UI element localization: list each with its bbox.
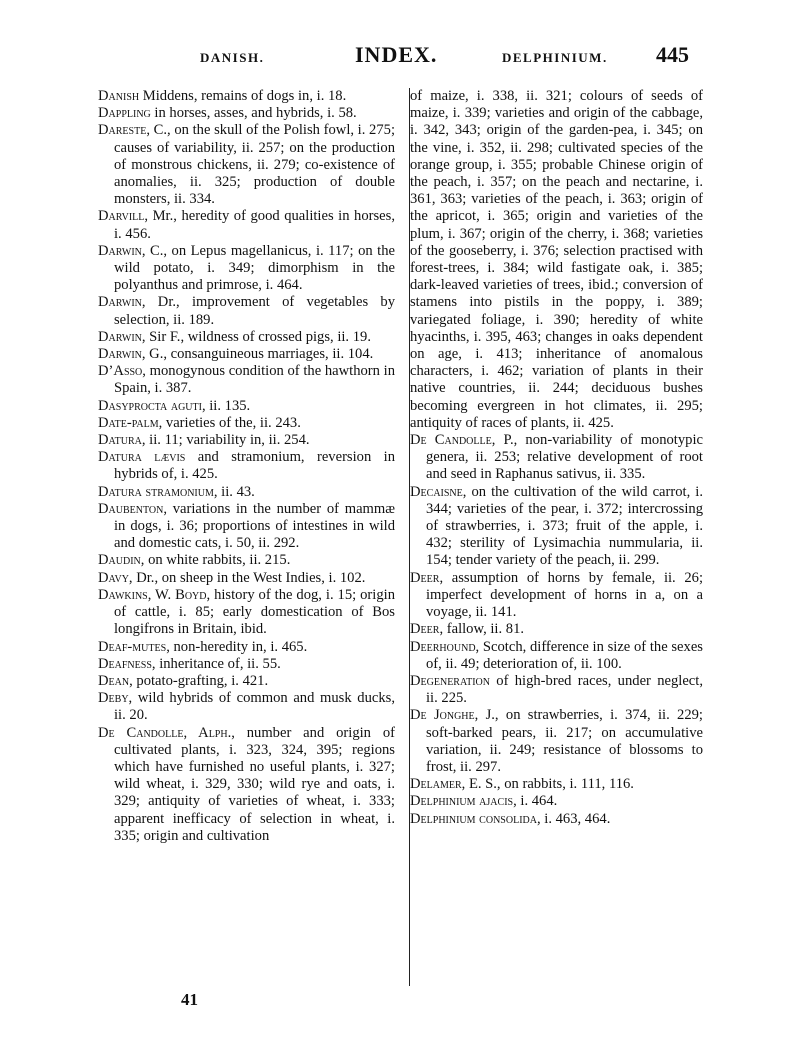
index-entry [98, 484, 395, 501]
entry-text: , non-heredity in, i. 465. [166, 638, 308, 655]
entry-text: , Mr., heredity of good qualities in horses, i. 456. [114, 208, 395, 242]
index-entry [98, 570, 395, 587]
printer-signature: 41 [181, 990, 198, 1009]
index-entry [410, 639, 703, 673]
entry-heading: Datura stramonium [98, 483, 214, 500]
index-entry [98, 673, 395, 690]
entry-heading: Dareste [98, 122, 147, 139]
index-entry [98, 552, 395, 569]
entry-heading: Darwin [98, 294, 142, 311]
entry-text: of high-bred races, under neglect, ii. 225. [426, 672, 703, 707]
index-entry [98, 243, 395, 295]
index-entry [98, 294, 395, 328]
entry-heading: Deerhound [410, 638, 476, 655]
entry-text: Middens, remains of dogs in, i. 18. [139, 88, 347, 104]
entry-text: , fallow, ii. 81. [439, 621, 525, 638]
index-entry [98, 656, 395, 673]
entry-text: , C., on the skull of the Polish fowl, i. 275; causes of variability, ii. 257; on the production of monstrous chickens, ii. 279; co-existence of anomalies, ii. 325; production of double monsters, ii. 334. [114, 122, 395, 208]
running-head-right: DELPHINIUM. [502, 50, 608, 65]
entry-text: and stramonium, reversion in hybrids of, i. 425. [114, 449, 395, 483]
index-column-right [410, 88, 703, 828]
index-entry [410, 432, 703, 484]
running-head-left: DANISH. [200, 50, 265, 65]
index-entry [410, 621, 703, 638]
index-entry [98, 432, 395, 449]
entry-heading: De Jonghe [410, 707, 475, 724]
entry-text: , inheritance of, ii. 55. [151, 655, 281, 672]
entry-heading: De Candolle [410, 432, 492, 449]
entry-text: , number and origin of cultivated plants, i. 323, 324, 395; regions which have furnished no useful plants, i. 327; wild wheat, i. 329, 330; wild rye and oats, i. 329; antiquity of varieties of wheat, i. 333; apparent inefficacy of selection in wheat, i. 335; origin and cultivation [114, 724, 395, 844]
index-entry [98, 501, 395, 553]
entry-heading: Darvill [98, 208, 145, 225]
index-entry [98, 639, 395, 656]
entry-heading: Delphinium ajacis [410, 793, 514, 810]
entry-heading: Decaisne [410, 483, 463, 500]
index-entry [98, 587, 395, 639]
entry-text: , potato-grafting, i. 421. [129, 672, 269, 689]
index-entry [98, 105, 395, 122]
index-entry [410, 793, 703, 810]
entry-text: , varieties of the, ii. 243. [158, 414, 301, 431]
index-column-left [98, 88, 395, 845]
entry-text: , E. S., on rabbits, i. 111, 116. [461, 776, 634, 793]
index-entry [98, 690, 395, 724]
index-entry [98, 122, 395, 208]
continued-entry: of maize, i. 338, ii. 321; colours of seeds of maize, i. 339; varieties and origin of the cabbage, i. 342, 343; origin of the garden-pea, i. 345; on the vine, i. 352, ii. 298; cultivated species of the orange group, i. 355; probable Chinese origin of the peach, i. 357; on the peach and nectarine, i. 361, 363; varieties of the peach, i. 363; origin of the apricot, i. 365; origin and varieties of the plum, i. 367; origin of the cherry, i. 368; varieties of the gooseberry, i. 376; selection practised with forest-trees, i. 384; wild fastigate oak, i. 385; dark-leaved varieties of trees, ibid.; conversion of stamens into pistils in the poppy, i. 389; variegated foliage, i. 390; heredity of white hyacinths, i. 395, 463; changes in oaks dependent on age, i. 413; inheritance of anomalous characters, i. 462; variation of plants in their native countries, ii. 244; deciduous bushes becoming evergreen in hot climates, ii. 295; antiquity of races of plants, ii. 425. [410, 88, 703, 431]
entry-heading: Daubenton [98, 500, 164, 517]
entry-heading: Datura [98, 432, 142, 449]
index-entry [98, 363, 395, 397]
entry-heading: Daudin [98, 552, 141, 569]
entry-text: , ii. 43. [213, 483, 255, 500]
entry-text: , P., non-variability of monotypic genera, ii. 253; relative development of root and seed in Raphanus sativus, ii. 335. [426, 432, 703, 483]
entry-heading: Deaf-mutes [98, 638, 167, 655]
entry-heading: Datura lævis [98, 449, 186, 466]
entry-text: , J., on strawberries, i. 374, ii. 229; soft-barked pears, ii. 217; on accumulative variation, ii. 249; resistance of blossoms to frost, ii. 297. [426, 707, 703, 775]
entry-heading: Dasyprocta aguti [98, 397, 202, 414]
entry-heading: Dawkins, W. Boyd [98, 586, 207, 603]
index-entry [410, 484, 703, 570]
entry-heading: Deby [98, 690, 129, 707]
entry-heading: De Candolle, Alph. [98, 724, 232, 741]
entry-heading: Deer [410, 569, 440, 586]
entry-text: , Scotch, difference in size of the sexes of, ii. 49; deterioration of, ii. 100. [426, 638, 703, 672]
entry-text: , wild hybrids of common and musk ducks, ii. 20. [114, 690, 395, 724]
entry-heading: Delphinium consolida [410, 810, 537, 827]
index-entry [98, 449, 395, 483]
entry-heading: D’Asso [98, 363, 143, 380]
running-head-title: INDEX. [355, 42, 438, 67]
entry-text: , i. 463, 464. [536, 810, 611, 827]
index-entry [410, 776, 703, 793]
entry-heading: Danish [98, 88, 140, 104]
index-entry [410, 707, 703, 776]
entry-heading: Date-palm [98, 414, 159, 431]
entry-text: , monogynous condition of the hawthorn in Spain, i. 387. [114, 363, 395, 397]
entry-text: , i. 464. [513, 793, 558, 810]
entry-text: , Sir F., wildness of crossed pigs, ii. 19. [141, 328, 371, 345]
entry-text: , on white rabbits, ii. 215. [140, 552, 291, 569]
entry-heading: Delamer [410, 776, 462, 793]
index-entry [98, 329, 395, 346]
index-entry [410, 811, 703, 828]
index-entry [410, 570, 703, 622]
index-entry [410, 673, 703, 707]
index-entry [98, 346, 395, 363]
index-entry [98, 88, 395, 105]
entry-text: , on the cultivation of the wild carrot, i. 344; varieties of the pear, i. 372; intercrossing of strawberries, i. 373; fruit of the apple, i. 432; sterility of Lysimachia nummularia, ii. 154; tender variety of the peach, ii. 299. [426, 483, 703, 569]
index-entry [98, 208, 395, 242]
index-entry [98, 725, 395, 845]
index-entry [98, 415, 395, 432]
entry-text: , ii. 135. [201, 397, 251, 414]
entry-heading: Degeneration [410, 672, 490, 689]
entry-text: , variations in the number of mammæ in dogs, i. 36; proportions of intestines in wild and domestic cats, i. 50, ii. 292. [114, 500, 395, 552]
entry-heading: Darwin [98, 242, 142, 259]
entry-heading: Dean [98, 672, 130, 689]
entry-text: , Dr., improvement of vegetables by selection, ii. 189. [114, 294, 395, 328]
entry-text: , history of the dog, i. 15; origin of cattle, i. 85; early domestication of Bos longifrons in Britain, ibid. [114, 586, 395, 638]
entry-heading: Dappling [98, 105, 151, 122]
entry-heading: Darwin [98, 346, 142, 363]
entry-text: , ii. 11; variability in, ii. 254. [141, 432, 310, 449]
page-number: 445 [656, 42, 689, 67]
entry-text: , assumption of horns by female, ii. 26; imperfect development of horns in a, on a voyage, ii. 141. [426, 569, 703, 621]
entry-text: , C., on Lepus magellanicus, i. 117; on the wild potato, i. 349; dimorphism in the polyanthus and primrose, i. 464. [114, 242, 395, 294]
index-entry [98, 398, 395, 415]
entry-heading: Deafness [98, 655, 152, 672]
entry-heading: Deer [410, 621, 440, 638]
entry-text: in horses, asses, and hybrids, i. 58. [150, 105, 357, 122]
entry-text: , G., consanguineous marriages, ii. 104. [141, 346, 374, 363]
entry-heading: Davy [98, 569, 129, 586]
entry-heading: Darwin [98, 328, 142, 345]
entry-text: , Dr., on sheep in the West Indies, i. 102. [128, 569, 366, 586]
